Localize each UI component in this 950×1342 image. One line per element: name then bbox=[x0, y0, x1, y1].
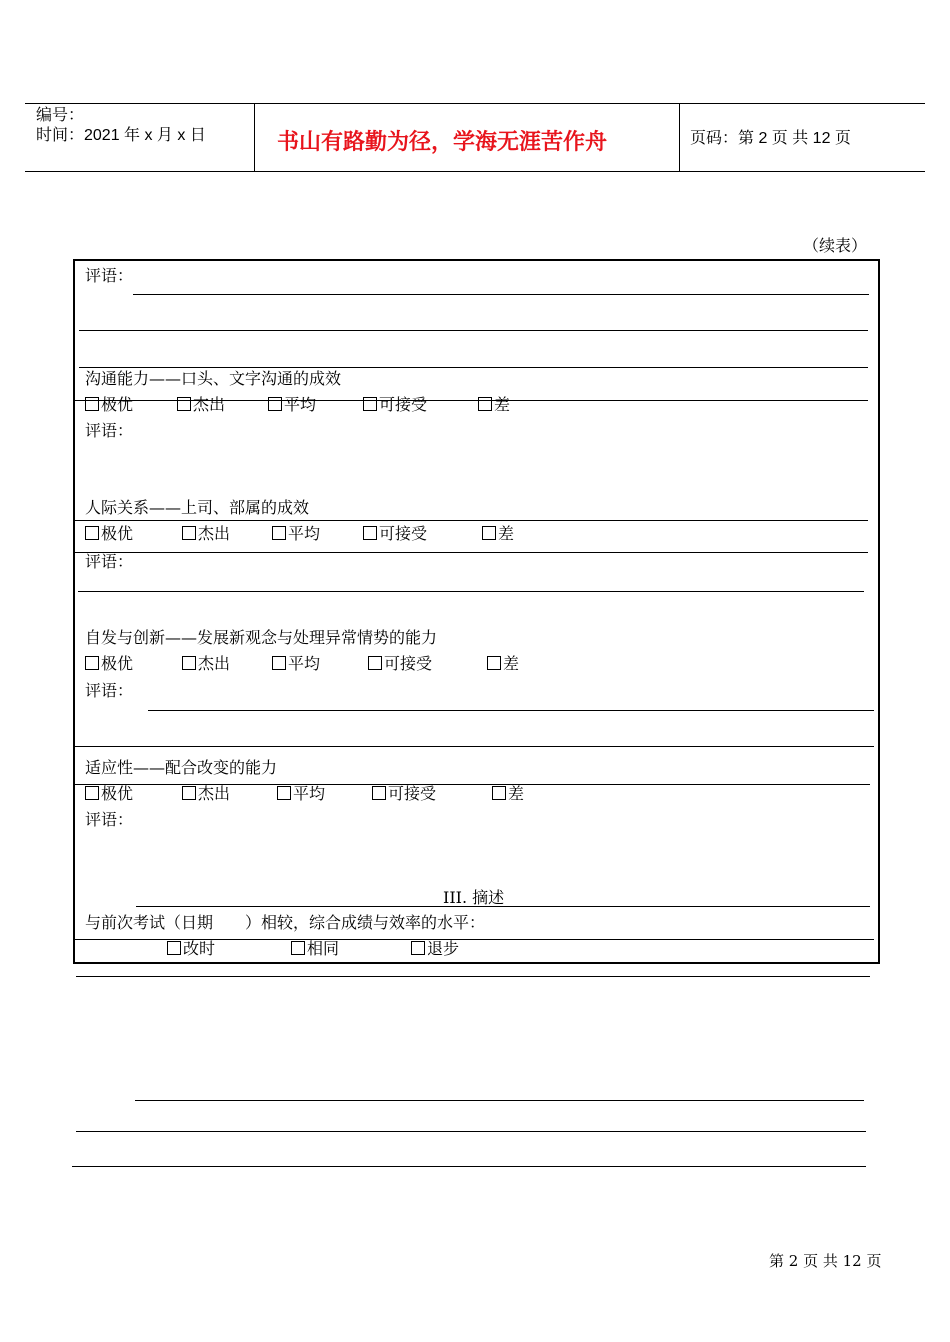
summary-option-same[interactable]: 相同 bbox=[291, 939, 339, 959]
comment-line[interactable] bbox=[148, 710, 874, 711]
summary-option-regressed[interactable]: 退步 bbox=[411, 939, 459, 959]
checkbox-icon[interactable] bbox=[492, 786, 506, 800]
rating-option-poor[interactable]: 差 bbox=[482, 524, 514, 544]
rating-option-poor[interactable]: 差 bbox=[487, 654, 519, 674]
checkbox-icon[interactable] bbox=[363, 397, 377, 411]
summary-option-improved[interactable]: 改时 bbox=[167, 939, 215, 959]
rating-option-excellent[interactable]: 极优 bbox=[85, 524, 133, 544]
comment-line[interactable] bbox=[79, 330, 868, 331]
checkbox-icon[interactable] bbox=[85, 397, 99, 411]
header-top-rule bbox=[25, 103, 925, 104]
rating-option-acceptable[interactable]: 可接受 bbox=[372, 784, 436, 804]
comment-line[interactable] bbox=[79, 367, 868, 368]
checkbox-icon[interactable] bbox=[177, 397, 191, 411]
comment-line[interactable] bbox=[72, 1166, 866, 1167]
rating-option-poor[interactable]: 差 bbox=[492, 784, 524, 804]
comment-line[interactable] bbox=[76, 976, 870, 977]
section-rule bbox=[136, 906, 870, 907]
rating-option-average[interactable]: 平均 bbox=[272, 524, 320, 544]
rating-option-average[interactable]: 平均 bbox=[268, 395, 316, 415]
checkbox-icon[interactable] bbox=[85, 526, 99, 540]
comment-line[interactable] bbox=[78, 591, 864, 592]
section-title: 人际关系——上司、部属的成效 bbox=[85, 498, 310, 517]
checkbox-icon[interactable] bbox=[167, 941, 181, 955]
rating-option-acceptable[interactable]: 可接受 bbox=[363, 524, 427, 544]
checkbox-icon[interactable] bbox=[372, 786, 386, 800]
checkbox-icon[interactable] bbox=[182, 656, 196, 670]
header-bottom-rule bbox=[25, 171, 925, 172]
comment-line[interactable] bbox=[135, 1100, 864, 1101]
header-page-label: 页码：第 2 页 共 12 页 bbox=[690, 130, 851, 147]
checkbox-icon[interactable] bbox=[363, 526, 377, 540]
checkbox-icon[interactable] bbox=[272, 526, 286, 540]
header-motto: 书山有路勤为径，学海无涯苦作舟 bbox=[277, 130, 608, 155]
checkbox-icon[interactable] bbox=[272, 656, 286, 670]
rating-option-outstanding[interactable]: 杰出 bbox=[177, 395, 225, 415]
section-title: 沟通能力——口头、文字沟通的成效 bbox=[85, 369, 342, 388]
checkbox-icon[interactable] bbox=[368, 656, 382, 670]
section-title: 自发与创新——发展新观念与处理异常情势的能力 bbox=[85, 628, 438, 647]
comment-label: 评语： bbox=[85, 810, 134, 829]
checkbox-icon[interactable] bbox=[478, 397, 492, 411]
comment-label: 评语： bbox=[85, 552, 134, 571]
comment-line[interactable] bbox=[74, 746, 874, 747]
rating-option-poor[interactable]: 差 bbox=[478, 395, 510, 415]
comment-label: 评语： bbox=[85, 681, 134, 700]
header-divider bbox=[254, 103, 255, 171]
checkbox-icon[interactable] bbox=[487, 656, 501, 670]
continued-label: （续表） bbox=[803, 236, 868, 255]
doc-code-label: 编号： bbox=[36, 107, 85, 124]
section-title: 适应性——配合改变的能力 bbox=[85, 758, 278, 777]
section-rule bbox=[74, 552, 868, 553]
checkbox-icon[interactable] bbox=[411, 941, 425, 955]
checkbox-icon[interactable] bbox=[482, 526, 496, 540]
checkbox-icon[interactable] bbox=[268, 397, 282, 411]
rating-option-acceptable[interactable]: 可接受 bbox=[363, 395, 427, 415]
rating-option-average[interactable]: 平均 bbox=[277, 784, 325, 804]
comment-line[interactable] bbox=[133, 294, 869, 295]
rating-option-excellent[interactable]: 极优 bbox=[85, 395, 133, 415]
header-divider bbox=[679, 103, 680, 171]
rating-option-excellent[interactable]: 极优 bbox=[85, 654, 133, 674]
comment-label: 评语： bbox=[85, 266, 134, 285]
rating-option-outstanding[interactable]: 杰出 bbox=[182, 654, 230, 674]
summary-question: 与前次考试（日期 ）相较，综合成绩与效率的水平： bbox=[85, 913, 486, 932]
section-rule bbox=[74, 520, 868, 521]
summary-heading: III. 摘述 bbox=[443, 888, 505, 907]
checkbox-icon[interactable] bbox=[277, 786, 291, 800]
rating-option-excellent[interactable]: 极优 bbox=[85, 784, 133, 804]
footer-page-label: 第 2 页 共 12 页 bbox=[769, 1252, 882, 1270]
rating-option-outstanding[interactable]: 杰出 bbox=[182, 784, 230, 804]
rating-option-acceptable[interactable]: 可接受 bbox=[368, 654, 432, 674]
checkbox-icon[interactable] bbox=[85, 786, 99, 800]
checkbox-icon[interactable] bbox=[182, 526, 196, 540]
checkbox-icon[interactable] bbox=[291, 941, 305, 955]
checkbox-icon[interactable] bbox=[85, 656, 99, 670]
evaluation-form-frame bbox=[73, 259, 880, 964]
rating-option-average[interactable]: 平均 bbox=[272, 654, 320, 674]
comment-label: 评语： bbox=[85, 421, 134, 440]
comment-line[interactable] bbox=[76, 1131, 866, 1132]
doc-date-label: 时间：2021 年 x 月 x 日 bbox=[36, 127, 206, 144]
checkbox-icon[interactable] bbox=[182, 786, 196, 800]
rating-option-outstanding[interactable]: 杰出 bbox=[182, 524, 230, 544]
